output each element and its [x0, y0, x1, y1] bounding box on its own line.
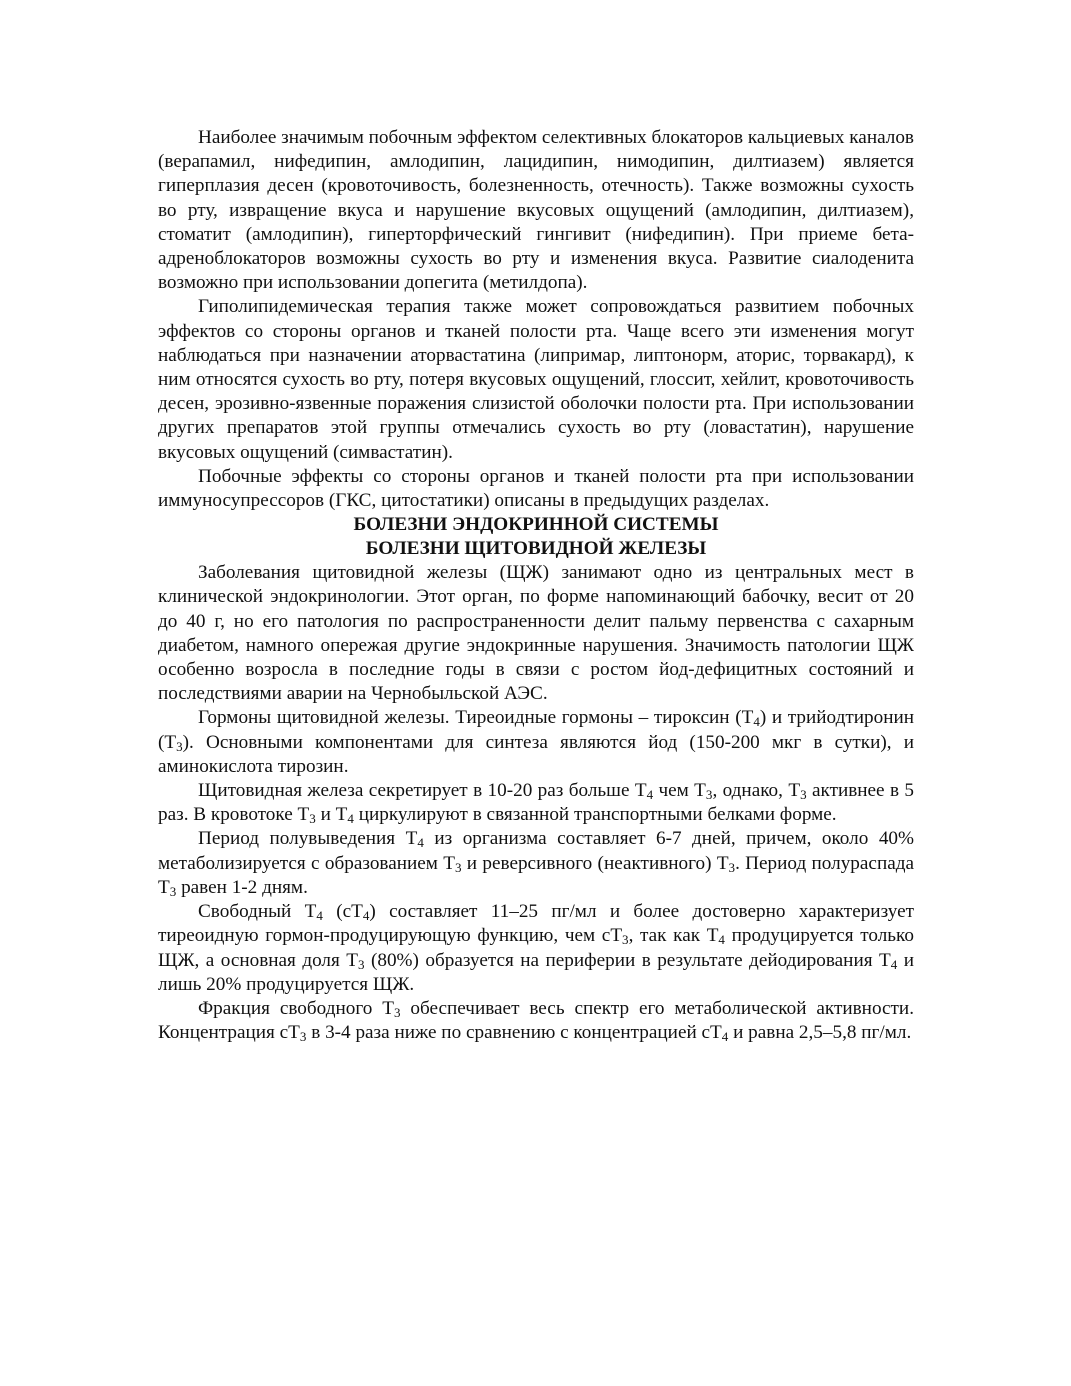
section-heading-thyroid: БОЛЕЗНИ ЩИТОВИДНОЙ ЖЕЛЕЗЫ — [365, 538, 707, 560]
section-heading-endocrine: БОЛЕЗНИ ЭНДОКРИННОЙ СИСТЕМЫ — [353, 514, 719, 536]
document-body — [158, 126, 914, 1045]
paragraph-immunosuppressants: Побочные эффекты со стороны органов и тканей полости рта при использовании иммуносупрессоров (ГКС, цитостатики) описаны в предыдущих разделах. — [158, 465, 914, 512]
paragraph-thyroid-intro: Заболевания щитовидной железы (ЩЖ) занимают одно из центральных мест в клинической эндокринологии. Этот орган, по форме напоминающий бабочку, весит от 20 до 40 г, но его патология по распространенности делит пальму первенства с сахарным диабетом, намного опережая другие эндокринные нарушения. Значимость патологии ЩЖ особенно возросла в последние годы в связи с ростом йод-дефицитных состояний и последствиями аварии на Чернобыльской АЭС. — [158, 562, 914, 705]
paragraph-secretion: Щитовидная железа секретирует в 10-20 раз больше $Т_4$ чем $Т_3$, однако, $Т_3$ активнее в 5 раз. В кровотоке $Т_3$ и $Т_4$ циркулируют в связанной транспортными белками форме. — [158, 780, 914, 827]
paragraph-thyroid-hormones: Гормоны щитовидной железы. Тиреоидные гормоны – тироксин $(Т_4)$ и трийодтиронин $(Т_3)$. Основными компонентами для синтеза являются йод (150-200 мкг в сутки), и аминокислота тирозин. — [158, 707, 914, 777]
paragraph-half-life: Период полувыведения $Т_4$ из организма составляет 6-7 дней, причем, около 40% метаболизируется с образованием $Т_3$ и реверсивного (неактивного) $Т_3$. Период полураспада $Т_3$ равен 1-2 дням. — [158, 828, 915, 899]
paragraph-free-t3: Фракция свободного $Т_3$ обеспечивает весь спектр его метаболической активности. Концентрация $сТ_3$ в 3-4 раза ниже по сравнению с концентрацией $сТ_4$ и равна 2,5–5,8 пг/мл. — [158, 997, 914, 1044]
paragraph-free-t4: Свободный $Т_4$ $(сТ_4)$ составляет 11–25 пг/мл и более достоверно характеризует тиреоидную гормон-продуцирующую функцию, чем $сТ_3$, так как $Т_4$ продуцируется только ЩЖ, а основная доля $Т_3$ (80%) образуется на периферии в результате дейодирования $Т_4$ и лишь 20% продуцируется ЩЖ. — [158, 901, 914, 995]
paragraph-lipid-therapy: Гиполипидемическая терапия также может сопровождаться развитием побочных эффектов со стороны органов и тканей полости рта. Чаще всего эти изменения могут наблюдаться при назначении аторвастатина (липримар, липтонорм, аторис, торвакард), к ним относятся сухость во рту, потеря вкусовых ощущений, глоссит, хейлит, кровоточивость десен, эрозивно-язвенные поражения слизистой оболочки полости рта. При использовании других препаратов этой группы отмечались сухость во рту (ловастатин), нарушение вкусовых ощущений (симвастатин). — [158, 296, 914, 463]
paragraph-ccb-side-effects: Наиболее значимым побочным эффектом селективных блокаторов кальциевых каналов (верапамил, нифедипин, амлодипин, лацидипин, нимодипин, дилтиазем) является гиперплазия десен (кровоточивость, болезненность, отечность). Также возможны сухость во рту, извращение вкуса и нарушение вкусовых ощущений (амлодипин, дилтиазем), стоматит (амлодипин), гиперторфический гингивит (нифедипин). При приеме бета-адреноблокаторов возможны сухость во рту и изменения вкуса. Развитие сиалоденита возможно при использовании допегита (метилдопа). — [158, 127, 914, 294]
